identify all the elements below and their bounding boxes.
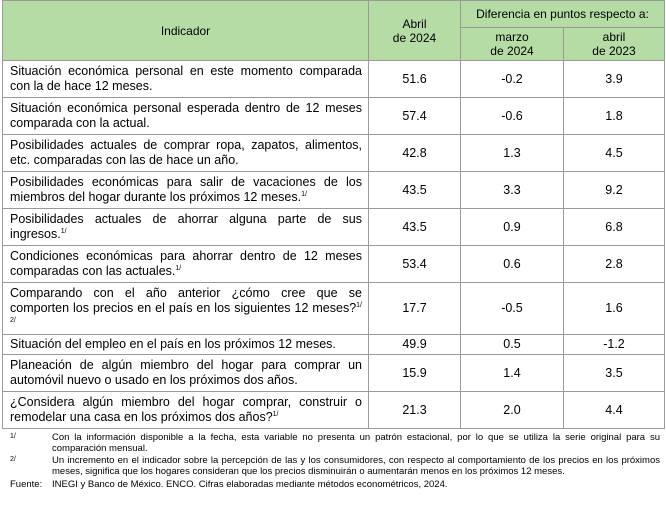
footnote-ref: 1/ [60, 227, 67, 235]
indicator-text: Posibilidades actuales de ahorrar alguna parte de sus ingresos. [10, 212, 362, 241]
table-row [3, 61, 665, 98]
table-row [3, 172, 665, 209]
header-abril2023-line2: de 2023 [592, 44, 636, 58]
value-marzo-2024: 0.6 [461, 246, 564, 283]
header-abril2023-line1: abril [602, 30, 626, 44]
indicator-text: Situación del empleo en el país en los próximos 12 meses. [10, 337, 336, 351]
value-abril-2023: 4.4 [564, 392, 665, 429]
value-abril-2024: 53.4 [369, 246, 461, 283]
indicator-label [3, 392, 369, 429]
value-abril-2024: 51.6 [369, 61, 461, 98]
value-abril-2023: 9.2 [564, 172, 665, 209]
source-label: Fuente: [10, 479, 43, 490]
footnote-mark: 2/ [10, 456, 16, 463]
indicator-label [3, 355, 369, 392]
footnote-ref: 1/ [272, 410, 279, 418]
value-abril-2023: 3.5 [564, 355, 665, 392]
value-abril-2024: 43.5 [369, 172, 461, 209]
indicator-label [3, 172, 369, 209]
source-text: INEGI y Banco de México. ENCO. Cifras elaboradas mediante métodos econométricos, 2024. [52, 479, 448, 490]
indicator-text: Comparando con el año anterior ¿cómo cree que se comporten los precios en el país en los siguientes 12 meses? [10, 286, 362, 315]
indicator-label [3, 98, 369, 135]
value-marzo-2024: -0.5 [461, 283, 564, 335]
value-abril-2023: 4.5 [564, 135, 665, 172]
value-abril-2023: 1.8 [564, 98, 665, 135]
footnote-1 [10, 432, 660, 454]
indicator-label [3, 135, 369, 172]
value-abril-2024: 17.7 [369, 283, 461, 335]
indicator-text: Posibilidades económicas para salir de vacaciones de los miembros del hogar durante los próximos 12 meses. [10, 175, 362, 204]
value-abril-2024: 43.5 [369, 209, 461, 246]
indicator-label [3, 283, 369, 335]
table-row [3, 209, 665, 246]
footnote-2 [10, 455, 660, 477]
indicator-text: Planeación de algún miembro del hogar para comprar un automóvil nuevo o usado en los próximos dos años. [10, 358, 362, 387]
source-line [10, 479, 660, 490]
header-marzo-2024 [461, 28, 564, 61]
value-marzo-2024: 3.3 [461, 172, 564, 209]
table-row [3, 355, 665, 392]
indicator-text: Situación económica personal esperada dentro de 12 meses comparada con la actual. [10, 101, 362, 130]
footnote-ref: 1/ [175, 264, 182, 272]
value-abril-2023: -1.2 [564, 335, 665, 355]
indicator-label [3, 246, 369, 283]
table-body [3, 61, 665, 429]
indicator-label [3, 209, 369, 246]
indicator-text: Situación económica personal en este momento comparada con la de hace 12 meses. [10, 64, 362, 93]
value-marzo-2024: 0.9 [461, 209, 564, 246]
footnote-ref: 1/ 2/ [10, 301, 362, 324]
header-indicador: Indicador [3, 1, 369, 61]
header-marzo-line2: de 2024 [490, 44, 534, 58]
value-abril-2024: 57.4 [369, 98, 461, 135]
header-abril-2023 [564, 28, 665, 61]
table-row [3, 98, 665, 135]
table-row [3, 283, 665, 335]
table-row [3, 246, 665, 283]
header-marzo-line1: marzo [495, 30, 529, 44]
indicator-table [2, 0, 665, 429]
indicator-label [3, 335, 369, 355]
header-abril-2024 [369, 1, 461, 61]
indicator-text: Condiciones económicas para ahorrar dentro de 12 meses comparadas con las actuales. [10, 249, 362, 278]
value-marzo-2024: 0.5 [461, 335, 564, 355]
value-marzo-2024: -0.6 [461, 98, 564, 135]
value-abril-2023: 6.8 [564, 209, 665, 246]
value-abril-2023: 3.9 [564, 61, 665, 98]
indicator-text: Posibilidades actuales de comprar ropa, zapatos, alimentos, etc. comparadas con las de hace un año. [10, 138, 362, 167]
header-abril-line2: de 2024 [392, 30, 437, 45]
footnotes [10, 432, 660, 490]
table-row [3, 135, 665, 172]
indicator-label [3, 61, 369, 98]
value-marzo-2024: -0.2 [461, 61, 564, 98]
footnote-mark: 1/ [10, 433, 16, 440]
header-diferencia: Diferencia en puntos respecto a: [461, 1, 665, 28]
value-marzo-2024: 2.0 [461, 392, 564, 429]
value-marzo-2024: 1.3 [461, 135, 564, 172]
value-abril-2024: 15.9 [369, 355, 461, 392]
indicator-text: ¿Considera algún miembro del hogar comprar, construir o remodelar una casa en los próximos dos años? [10, 395, 362, 424]
table-row [3, 392, 665, 429]
footnote-text: Con la información disponible a la fecha, esta variable no presenta un patrón estacional, por lo que se utiliza la serie original para su comparación mensual. [52, 432, 660, 454]
footnote-ref: 1/ [301, 190, 307, 198]
value-abril-2023: 1.6 [564, 283, 665, 335]
value-abril-2024: 21.3 [369, 392, 461, 429]
footnote-text: Un incremento en el indicador sobre la percepción de las y los consumidores, con respecto al comportamiento de los precios en los próximos meses, significa que los hogares consideran que los precios disminuirán o aumentarán menos en los próximos 12 meses. [52, 455, 660, 477]
header-abril-line1: Abril [402, 16, 427, 31]
value-abril-2023: 2.8 [564, 246, 665, 283]
table-row [3, 335, 665, 355]
value-marzo-2024: 1.4 [461, 355, 564, 392]
value-abril-2024: 49.9 [369, 335, 461, 355]
value-abril-2024: 42.8 [369, 135, 461, 172]
